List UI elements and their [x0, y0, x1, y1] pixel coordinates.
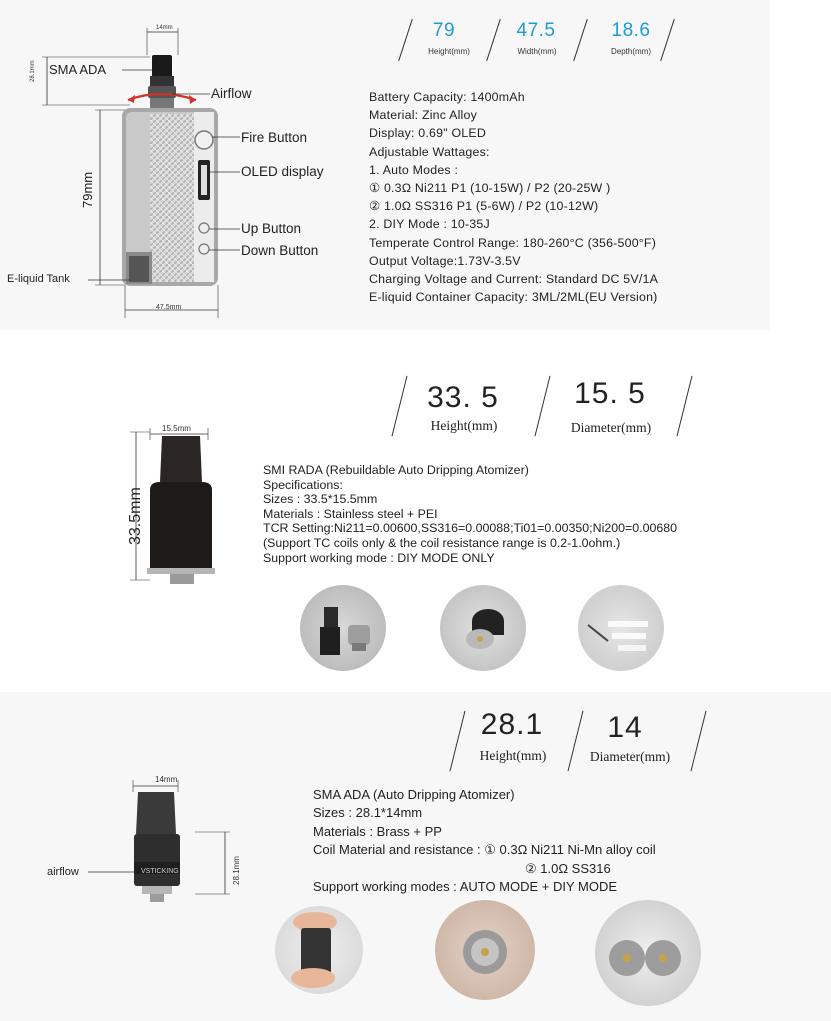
spec-line: TCR Setting:Ni211=0.00600,SS316=0.00088;Ti01=0.00350;Ni200=0.00680 — [263, 521, 678, 536]
ada-bottom-photo — [435, 900, 535, 1000]
spec-line: Output Voltage:1.73V-3.5V — [369, 253, 521, 268]
rada-height-value: 33. 5 — [427, 381, 499, 414]
height-label: Height(mm) — [428, 47, 470, 56]
callout-fire: Fire Button — [241, 130, 308, 145]
ada-diagram — [80, 770, 280, 910]
callout-airflow: Airflow — [211, 86, 252, 101]
spec-line: Sizes : 28.1*14mm — [313, 805, 423, 821]
callout-ada-airflow: airflow — [47, 866, 79, 878]
spec-line: Materials : Stainless steel + PEI — [263, 506, 438, 521]
spec-line: 1. Auto Modes : — [369, 162, 459, 177]
spec-line: Support working modes : AUTO MODE + DIY MODE — [313, 879, 618, 895]
rada-height-label: Height(mm) — [430, 418, 498, 433]
ada-pair-photo — [595, 900, 701, 1006]
depth-value: 18.6 — [611, 20, 651, 41]
ada-brand-text: VSTICKING — [141, 868, 179, 875]
spec-line: Materials : Brass + PP — [313, 823, 442, 839]
dim-height-79: 79mm — [80, 171, 95, 208]
divider-slash — [677, 376, 693, 436]
ada-dim-top: 14mm — [155, 775, 178, 784]
callout-up: Up Button — [241, 221, 302, 236]
divider-slash — [535, 376, 551, 436]
dim-left-small: 28.1mm — [30, 60, 36, 82]
spec-line: 2. DIY Mode : 10-35J — [369, 217, 490, 232]
rada-diameter-value: 15. 5 — [574, 377, 646, 410]
spec-line: Charging Voltage and Current: Standard DC 5V/1A — [369, 272, 659, 287]
callout-oled: OLED display — [241, 164, 324, 179]
device-specs — [369, 88, 658, 306]
dim-bottom-width: 47.5mm — [156, 304, 182, 311]
rada-accessories-photo — [578, 585, 664, 671]
spec-line: E-liquid Container Capacity: 3ML/2ML(EU Version) — [369, 290, 658, 305]
ada-in-hand-photo — [275, 906, 363, 994]
spec-line: Material: Zinc Alloy — [369, 108, 477, 123]
rada-specs — [263, 463, 677, 565]
spec-line: ① 0.3Ω Ni211 P1 (10-15W) / P2 (20-25W ) — [369, 181, 611, 196]
depth-label: Depth(mm) — [610, 47, 651, 56]
ada-diameter-value: 14 — [607, 711, 643, 744]
rada-dim-top: 15.5mm — [162, 424, 191, 433]
spec-line: Sizes : 33.5*15.5mm — [263, 492, 378, 507]
spec-line: Coil Material and resistance : ① 0.3Ω Ni211 Ni-Mn alloy coil — [313, 842, 656, 858]
spec-line: (Support TC coils only & the coil resistance range is 0.2-1.0ohm.) — [263, 535, 621, 550]
callout-down: Down Button — [241, 243, 319, 258]
rada-diameter-label: Diameter(mm) — [570, 420, 652, 435]
spec-line: SMA ADA (Auto Dripping Atomizer) — [313, 787, 515, 802]
ada-height-value: 28.1 — [480, 708, 544, 741]
spec-line: Support working mode : DIY MODE ONLY — [263, 550, 495, 565]
spec-line: Specifications: — [263, 477, 343, 492]
spec-line: ② 1.0Ω SS316 — [525, 860, 611, 876]
spec-line: Battery Capacity: 1400mAh — [369, 90, 525, 104]
width-label: Width(mm) — [517, 47, 557, 56]
spec-line: Display: 0.69" OLED — [369, 126, 487, 141]
height-value: 79 — [432, 20, 456, 41]
ada-diameter-label: Diameter(mm) — [589, 749, 671, 764]
ada-height-label: Height(mm) — [479, 748, 547, 763]
dim-top-width: 14mm — [156, 25, 173, 31]
ada-specs — [313, 786, 656, 896]
ada-dim-height: 28.1mm — [232, 856, 241, 885]
callout-sma: SMA ADA — [49, 62, 107, 77]
spec-line: ② 1.0Ω SS316 P1 (5-6W) / P2 (10-12W) — [369, 199, 599, 214]
rada-assembled-photo — [440, 585, 526, 671]
width-value: 47.5 — [516, 20, 556, 41]
divider-slash — [392, 376, 408, 436]
rada-dim-height: 33.5mm — [127, 487, 144, 545]
spec-line: SMI RADA (Rebuildable Auto Dripping Atomizer) — [263, 463, 529, 477]
rada-parts-photo — [300, 585, 386, 671]
spec-line: Temperate Control Range: 180-260°C (356-500°F) — [369, 235, 657, 250]
callout-tank: E-liquid Tank — [7, 273, 70, 285]
spec-line: Adjustable Wattages: — [369, 144, 490, 159]
